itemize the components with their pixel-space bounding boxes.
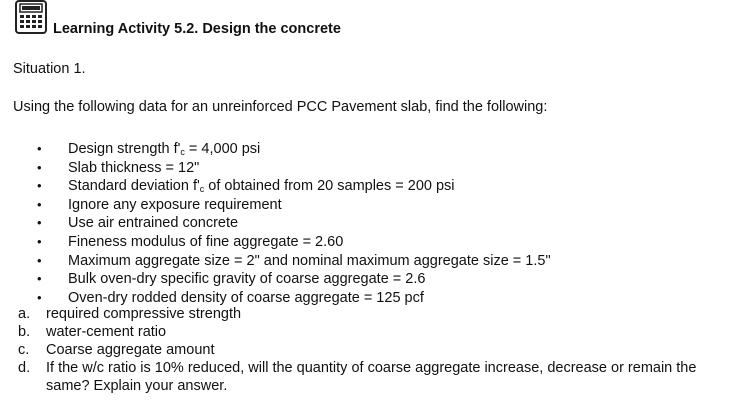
given-data-text	[68, 233, 343, 252]
text-part: Ignore any exposure requirement	[68, 196, 282, 213]
bullet-marker: •	[37, 289, 42, 305]
question-item	[18, 305, 716, 323]
bullet-marker: •	[37, 196, 42, 212]
question-text: Coarse aggregate amount	[46, 342, 215, 358]
given-data-text	[68, 270, 425, 289]
question-text: water-cement ratio	[46, 324, 167, 340]
text-part: Use air entrained concrete	[68, 215, 239, 232]
activity-title: Learning Activity 5.2. Design the concrete	[53, 21, 341, 37]
text-part: = 4,000 psi	[184, 141, 261, 157]
text-part: of obtained from 20 samples = 200 psi	[204, 178, 455, 195]
text-part: Oven-dry rodded density of coarse aggregate = 125 pcf	[68, 289, 424, 306]
given-data-text	[68, 214, 238, 233]
question-text: If the w/c ratio is 10% reduced, will the quantity of coarse aggregate increase, decrease or remain the same? Explain your answer.	[46, 360, 697, 394]
text-part: Standard deviation f'	[68, 178, 200, 195]
question-item	[18, 323, 716, 341]
question-item	[18, 341, 716, 359]
bullet-marker: •	[37, 215, 42, 231]
bullet-marker: •	[37, 271, 42, 287]
text-part: Maximum aggregate size = 2" and nominal maximum aggregate size = 1.5"	[68, 252, 551, 269]
question-label: a.	[18, 306, 31, 322]
question-label: c.	[18, 342, 30, 358]
text-part: Design strength f'	[68, 141, 181, 157]
text-part: Slab thickness = 12"	[68, 159, 200, 176]
subscript: c	[180, 147, 185, 157]
given-data-text	[68, 252, 551, 271]
question-label: d.	[18, 360, 31, 376]
question-text: required compressive strength	[46, 306, 242, 322]
question-item	[18, 359, 716, 395]
given-data-text	[68, 159, 199, 178]
text-part: Fineness modulus of fine aggregate = 2.60	[68, 233, 344, 250]
given-data-text	[68, 196, 282, 215]
questions-list	[18, 305, 716, 395]
bullet-marker: •	[37, 159, 42, 175]
bullet-marker: •	[37, 233, 42, 249]
calculator-icon	[15, 0, 47, 34]
subscript: c	[199, 184, 205, 195]
text-part: Bulk oven-dry specific gravity of coarse aggregate = 2.6	[68, 271, 426, 288]
question-label: b.	[18, 324, 31, 340]
situation-label: Situation 1.	[13, 61, 86, 77]
bullet-marker: •	[37, 178, 42, 194]
intro-text: Using the following data for an unreinforced PCC Pavement slab, find the following:	[13, 99, 548, 115]
bullet-marker: •	[37, 252, 42, 268]
bullet-marker: •	[37, 141, 42, 156]
